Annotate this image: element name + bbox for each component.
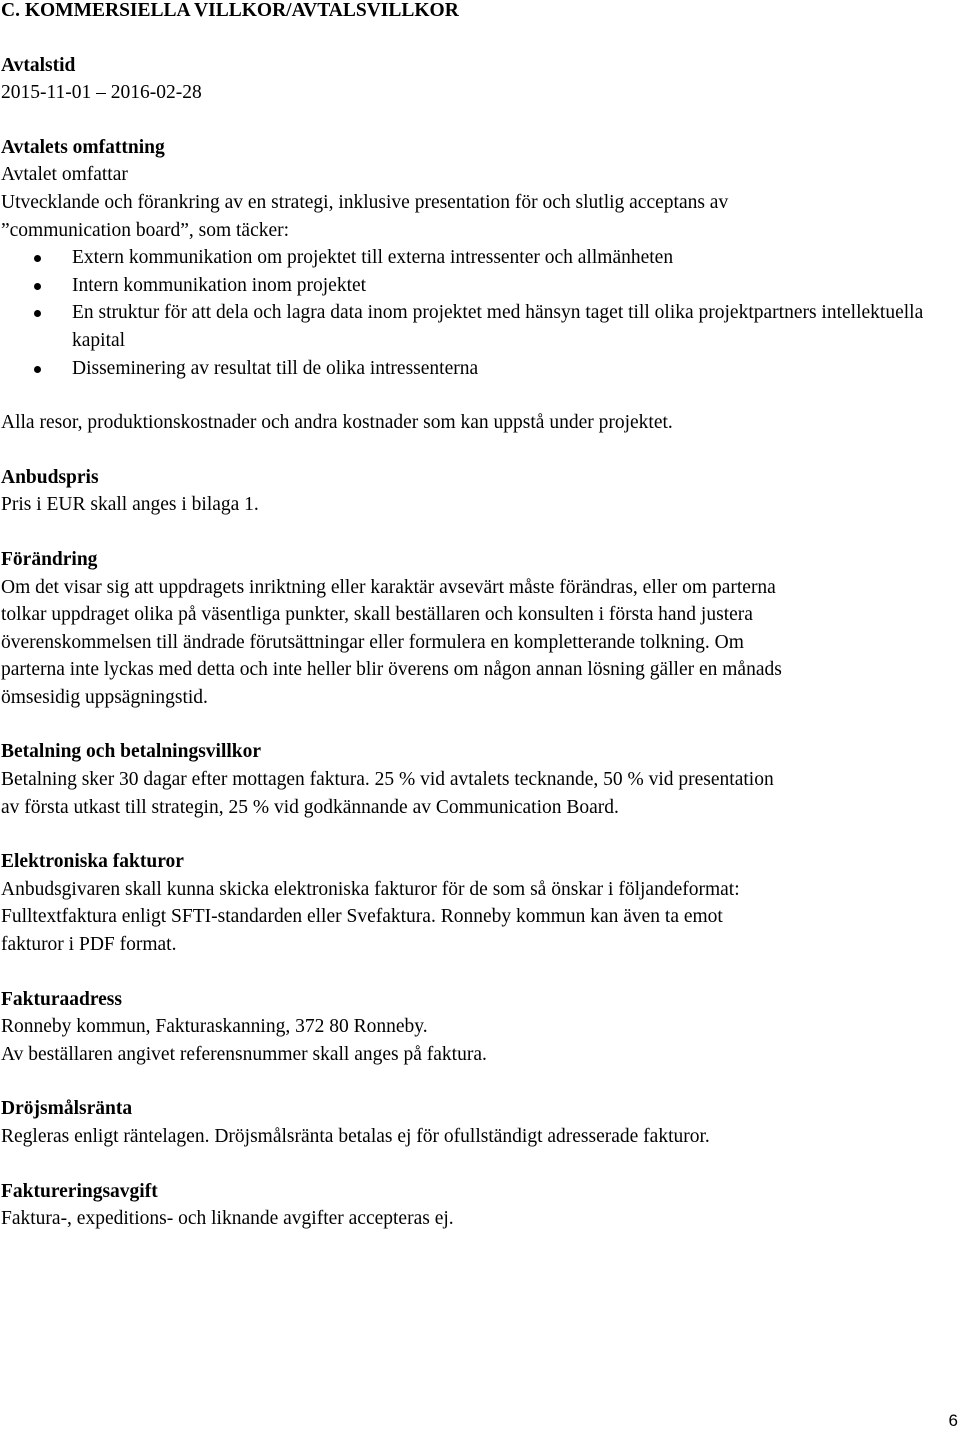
spacer bbox=[1, 25, 956, 52]
elektroniska-heading: Elektroniska fakturor bbox=[1, 851, 184, 873]
section-title: C. KOMMERSIELLA VILLKOR/AVTALSVILLKOR bbox=[1, 0, 459, 21]
spacer bbox=[1, 107, 956, 134]
omfattning-line: ”communication board”, som täcker: bbox=[1, 219, 290, 241]
spacer bbox=[1, 1068, 956, 1095]
document-page bbox=[1, 0, 956, 1233]
page-number: 6 bbox=[948, 1411, 958, 1430]
forandring-line: överenskommelsen till ändrade förutsättningar eller formulera en kompletterande tolkning. Om bbox=[1, 631, 744, 653]
bullet-item: Extern kommunikation om projektet till externa intressenter och allmänheten bbox=[1, 244, 956, 272]
betalning-heading: Betalning och betalningsvillkor bbox=[1, 741, 262, 763]
fakturaadress-line: Av beställaren angivet referensnummer skall anges på faktura. bbox=[1, 1043, 487, 1065]
spacer bbox=[1, 711, 956, 738]
anbudspris-text: Pris i EUR skall anges i bilaga 1. bbox=[1, 494, 259, 516]
costs-paragraph: Alla resor, produktionskostnader och andra kostnader som kan uppstå under projektet. bbox=[1, 412, 673, 434]
spacer bbox=[1, 1151, 956, 1178]
fakturaadress-line: Ronneby kommun, Fakturaskanning, 372 80 Ronneby. bbox=[1, 1016, 428, 1038]
omfattning-heading: Avtalets omfattning bbox=[1, 136, 165, 158]
omfattning-intro: Avtalet omfattar bbox=[1, 164, 128, 186]
elektroniska-line: Fulltextfaktura enligt SFTI-standarden eller Svefaktura. Ronneby kommun kan även ta emot bbox=[1, 906, 723, 928]
forandring-line: parterna inte lyckas med detta och inte heller blir överens om någon annan lösning gäller en månads bbox=[1, 659, 782, 681]
drojsmalsranta-text: Regleras enligt räntelagen. Dröjsmålsränta betalas ej för ofullständigt adresserade fakturor. bbox=[1, 1126, 710, 1147]
spacer bbox=[1, 437, 956, 464]
fakturaadress-heading: Fakturaadress bbox=[1, 988, 122, 1010]
bullet-item: Intern kommunikation inom projektet bbox=[1, 272, 956, 300]
bullet-item: En struktur för att dela och lagra data inom projektet med hänsyn taget till olika projektpartners intellektuella kapital bbox=[1, 299, 956, 354]
omfattning-line: Utvecklande och förankring av en strategi, inklusive presentation för och slutlig acceptans av bbox=[1, 191, 729, 213]
spacer bbox=[1, 959, 956, 986]
avtalstid-heading: Avtalstid bbox=[1, 54, 76, 76]
elektroniska-line: fakturor i PDF format. bbox=[1, 934, 177, 956]
spacer bbox=[1, 519, 956, 546]
bullet-item: Disseminering av resultat till de olika intressenterna bbox=[1, 355, 956, 383]
betalning-line: Betalning sker 30 dagar efter mottagen faktura. 25 % vid avtalets tecknande, 50 % vid presentation bbox=[1, 769, 774, 791]
faktureringsavgift-heading: Faktureringsavgift bbox=[1, 1180, 158, 1202]
drojsmalsranta-heading: Dröjsmålsränta bbox=[1, 1098, 133, 1120]
avtalstid-dates: 2015-11-01 – 2016-02-28 bbox=[1, 82, 202, 104]
elektroniska-line: Anbudsgivaren skall kunna skicka elektroniska fakturor för de som så önskar i följandeformat: bbox=[1, 878, 740, 900]
betalning-line: av första utkast till strategin, 25 % vid godkännande av Communication Board. bbox=[1, 796, 619, 818]
forandring-line: ömsesidig uppsägningstid. bbox=[1, 686, 208, 708]
faktureringsavgift-text: Faktura-, expeditions- och liknande avgifter accepteras ej. bbox=[1, 1208, 454, 1230]
scope-bullet-list bbox=[1, 244, 956, 382]
spacer bbox=[1, 821, 956, 848]
anbudspris-heading: Anbudspris bbox=[1, 466, 99, 488]
forandring-line: tolkar uppdraget olika på väsentliga punkter, skall beställaren och konsulten i första hand justera bbox=[1, 604, 753, 626]
forandring-line: Om det visar sig att uppdragets inriktning eller karaktär avsevärt måste förändras, eller om parterna bbox=[1, 576, 776, 598]
forandring-heading: Förändring bbox=[1, 548, 98, 570]
spacer bbox=[1, 382, 956, 409]
